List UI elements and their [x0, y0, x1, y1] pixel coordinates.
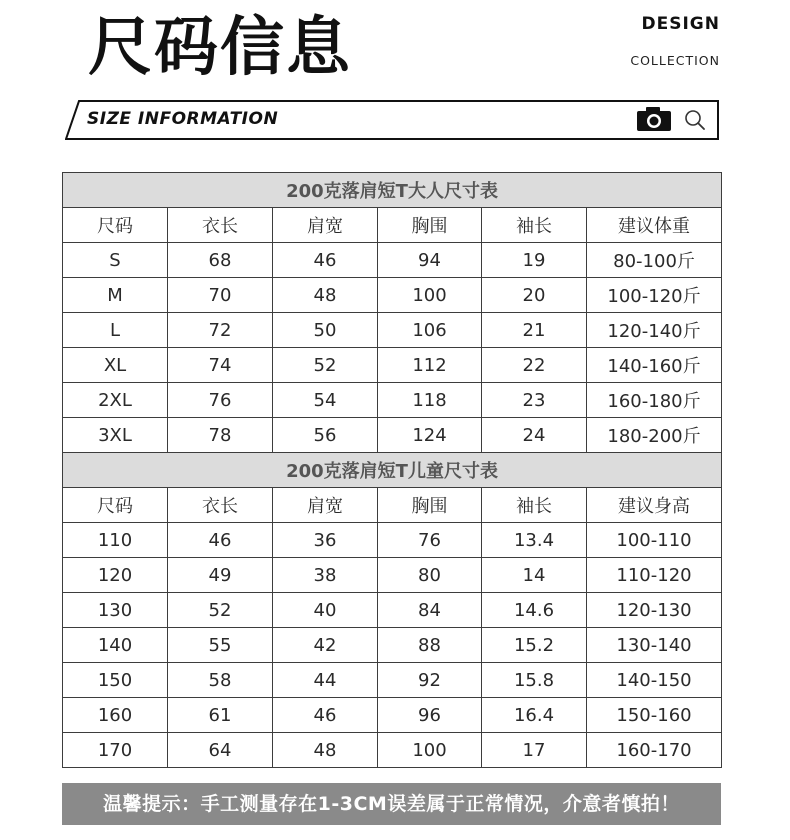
table-cell: 94	[378, 243, 482, 278]
table-row	[63, 313, 722, 348]
table-cell: 124	[378, 418, 482, 453]
table-row	[63, 418, 722, 453]
table-cell: 80-100斤	[587, 243, 722, 278]
table-cell: 49	[168, 558, 273, 593]
table-cell: XL	[63, 348, 168, 383]
page-title: 尺码信息	[88, 11, 352, 85]
table-cell: 72	[168, 313, 273, 348]
table-cell: M	[63, 278, 168, 313]
table-row	[63, 383, 722, 418]
table-cell: 15.2	[482, 628, 587, 663]
table-cell: 130	[63, 593, 168, 628]
column-header: 建议身高	[587, 488, 722, 523]
table-cell: 160-180斤	[587, 383, 722, 418]
table-cell: 160	[63, 698, 168, 733]
table-row	[63, 348, 722, 383]
brand-collection: COLLECTION	[630, 53, 720, 68]
column-header: 肩宽	[273, 488, 378, 523]
table-cell: 50	[273, 313, 378, 348]
table-cell: 68	[168, 243, 273, 278]
table-cell: 61	[168, 698, 273, 733]
table-cell: 100	[378, 278, 482, 313]
search-bar-label: SIZE INFORMATION	[87, 109, 279, 129]
table-cell: 150	[63, 663, 168, 698]
table-cell: 100-120斤	[587, 278, 722, 313]
table-cell: 46	[273, 698, 378, 733]
table-cell: 78	[168, 418, 273, 453]
table-cell: 150-160	[587, 698, 722, 733]
table-cell: 19	[482, 243, 587, 278]
table-cell: 70	[168, 278, 273, 313]
table-cell: 130-140	[587, 628, 722, 663]
table-cell: 13.4	[482, 523, 587, 558]
table-cell: 76	[168, 383, 273, 418]
table-cell: 92	[378, 663, 482, 698]
table-cell: 76	[378, 523, 482, 558]
table-cell: 48	[273, 733, 378, 768]
table-cell: 17	[482, 733, 587, 768]
kids-table-title: 200克落肩短T儿童尺寸表	[63, 453, 722, 488]
table-cell: 2XL	[63, 383, 168, 418]
column-header: 肩宽	[273, 208, 378, 243]
column-header: 尺码	[63, 488, 168, 523]
table-cell: 52	[168, 593, 273, 628]
table-cell: 74	[168, 348, 273, 383]
kids-header-row	[63, 488, 722, 523]
table-cell: 80	[378, 558, 482, 593]
table-cell: 55	[168, 628, 273, 663]
table-row	[63, 628, 722, 663]
column-header: 袖长	[482, 488, 587, 523]
table-cell: 180-200斤	[587, 418, 722, 453]
table-cell: 140	[63, 628, 168, 663]
table-cell: 3XL	[63, 418, 168, 453]
table-cell: 84	[378, 593, 482, 628]
table-cell: 140-150	[587, 663, 722, 698]
table-cell: 120-130	[587, 593, 722, 628]
table-cell: 64	[168, 733, 273, 768]
table-cell: 21	[482, 313, 587, 348]
table-cell: 110	[63, 523, 168, 558]
table-cell: 140-160斤	[587, 348, 722, 383]
table-cell: 110-120	[587, 558, 722, 593]
table-cell: 14.6	[482, 593, 587, 628]
table-cell: 46	[168, 523, 273, 558]
column-header: 尺码	[63, 208, 168, 243]
table-cell: 40	[273, 593, 378, 628]
adult-table-title: 200克落肩短T大人尺寸表	[63, 173, 722, 208]
table-cell: 36	[273, 523, 378, 558]
table-cell: 22	[482, 348, 587, 383]
size-info-search-bar[interactable]	[65, 100, 719, 140]
column-header: 衣长	[168, 488, 273, 523]
table-cell: 120-140斤	[587, 313, 722, 348]
table-cell: 118	[378, 383, 482, 418]
table-cell: 44	[273, 663, 378, 698]
table-row	[63, 523, 722, 558]
table-row	[63, 698, 722, 733]
column-header: 袖长	[482, 208, 587, 243]
column-header: 胸围	[378, 208, 482, 243]
table-cell: 23	[482, 383, 587, 418]
column-header: 建议体重	[587, 208, 722, 243]
table-cell: 120	[63, 558, 168, 593]
table-cell: 100-110	[587, 523, 722, 558]
table-cell: 48	[273, 278, 378, 313]
table-cell: 24	[482, 418, 587, 453]
table-cell: 170	[63, 733, 168, 768]
table-cell: 42	[273, 628, 378, 663]
brand-design: DESIGN	[641, 14, 720, 34]
table-cell: 56	[273, 418, 378, 453]
kids-table-title-row	[63, 453, 722, 488]
table-row	[63, 278, 722, 313]
table-cell: 106	[378, 313, 482, 348]
table-cell: 46	[273, 243, 378, 278]
table-cell: L	[63, 313, 168, 348]
table-cell: 20	[482, 278, 587, 313]
table-row	[63, 663, 722, 698]
table-cell: 16.4	[482, 698, 587, 733]
table-cell: S	[63, 243, 168, 278]
table-row	[63, 243, 722, 278]
adult-header-row	[63, 208, 722, 243]
table-cell: 112	[378, 348, 482, 383]
table-cell: 88	[378, 628, 482, 663]
table-cell: 100	[378, 733, 482, 768]
table-cell: 160-170	[587, 733, 722, 768]
table-row	[63, 593, 722, 628]
table-cell: 58	[168, 663, 273, 698]
column-header: 衣长	[168, 208, 273, 243]
table-cell: 38	[273, 558, 378, 593]
measurement-note: 温馨提示：手工测量存在1-3CM误差属于正常情况，介意者慎拍！	[62, 783, 721, 825]
table-cell: 54	[273, 383, 378, 418]
table-cell: 96	[378, 698, 482, 733]
table-cell: 52	[273, 348, 378, 383]
table-row	[63, 558, 722, 593]
column-header: 胸围	[378, 488, 482, 523]
table-cell: 15.8	[482, 663, 587, 698]
table-cell: 14	[482, 558, 587, 593]
adult-table-title-row	[63, 173, 722, 208]
size-table	[62, 172, 722, 768]
table-row	[63, 733, 722, 768]
